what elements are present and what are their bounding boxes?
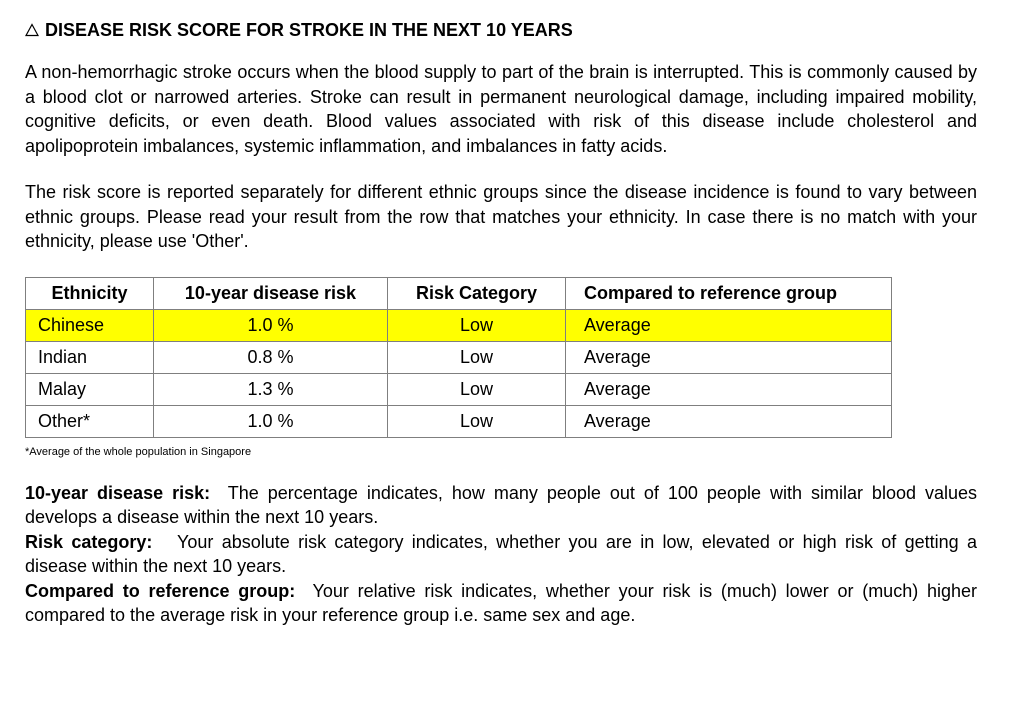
definitions — [25, 481, 977, 628]
cell-risk-category: Low — [388, 341, 566, 373]
cell-ethnicity: Other* — [26, 405, 154, 437]
table-footnote: *Average of the whole population in Singapore — [25, 445, 252, 458]
section-title-text: DISEASE RISK SCORE FOR STROKE IN THE NEXT 10 YEARS — [45, 20, 573, 40]
header-disease-risk: 10-year disease risk — [154, 277, 388, 309]
risk-table — [25, 277, 892, 438]
warning-triangle-icon — [25, 23, 39, 37]
definition-compared — [25, 579, 977, 628]
cell-compared: Average — [566, 405, 892, 437]
cell-ethnicity: Chinese — [26, 309, 154, 341]
cell-compared: Average — [566, 341, 892, 373]
definition-term: Risk category: — [25, 531, 153, 552]
definition-term: 10-year disease risk: — [25, 482, 211, 503]
report-page — [25, 18, 977, 628]
cell-risk-category: Low — [388, 309, 566, 341]
definition-text: Your absolute risk category indicates, whether you are in low, elevated or high risk of getting a disease within the next 10 years. — [25, 531, 977, 576]
definition-term: Compared to reference group: — [25, 580, 296, 601]
header-compared: Compared to reference group — [566, 277, 892, 309]
header-risk-category: Risk Category — [388, 277, 566, 309]
cell-disease-risk: 1.3 % — [154, 373, 388, 405]
cell-compared: Average — [566, 373, 892, 405]
table-header-row — [26, 277, 892, 309]
cell-disease-risk: 1.0 % — [154, 405, 388, 437]
definition-disease-risk — [25, 481, 977, 530]
cell-disease-risk: 0.8 % — [154, 341, 388, 373]
cell-risk-category: Low — [388, 405, 566, 437]
table-row — [26, 373, 892, 405]
table-row — [26, 341, 892, 373]
cell-disease-risk: 1.0 % — [154, 309, 388, 341]
definition-text: The percentage indicates, how many people out of 100 people with similar blood values develops a disease within the next 10 years. — [25, 482, 977, 527]
definition-text: Your relative risk indicates, whether your risk is (much) lower or (much) higher compared to the average risk in your reference group i.e. same sex and age. — [25, 580, 977, 625]
cell-compared: Average — [566, 309, 892, 341]
cell-ethnicity: Indian — [26, 341, 154, 373]
ethnicity-paragraph: The risk score is reported separately for different ethnic groups since the disease incidence is found to vary between ethnic groups. Please read your result from the row that matches your ethnicity. In case there is no match with your ethnicity, please use 'Other'. — [25, 182, 977, 251]
definition-risk-category — [25, 530, 977, 579]
table-row — [26, 405, 892, 437]
section-title — [25, 18, 977, 42]
cell-risk-category: Low — [388, 373, 566, 405]
table-row — [26, 309, 892, 341]
cell-ethnicity: Malay — [26, 373, 154, 405]
intro-paragraph: A non-hemorrhagic stroke occurs when the blood supply to part of the brain is interrupted. This is commonly caused by a blood clot or narrowed arteries. Stroke can result in permanent neurological damage, including impaired mobility, cognitive deficits, or even death. Blood values associated with risk of this disease include cholesterol and apolipoprotein imbalances, systemic inflammation, and imbalances in fatty acids. — [25, 62, 977, 156]
header-ethnicity: Ethnicity — [26, 277, 154, 309]
